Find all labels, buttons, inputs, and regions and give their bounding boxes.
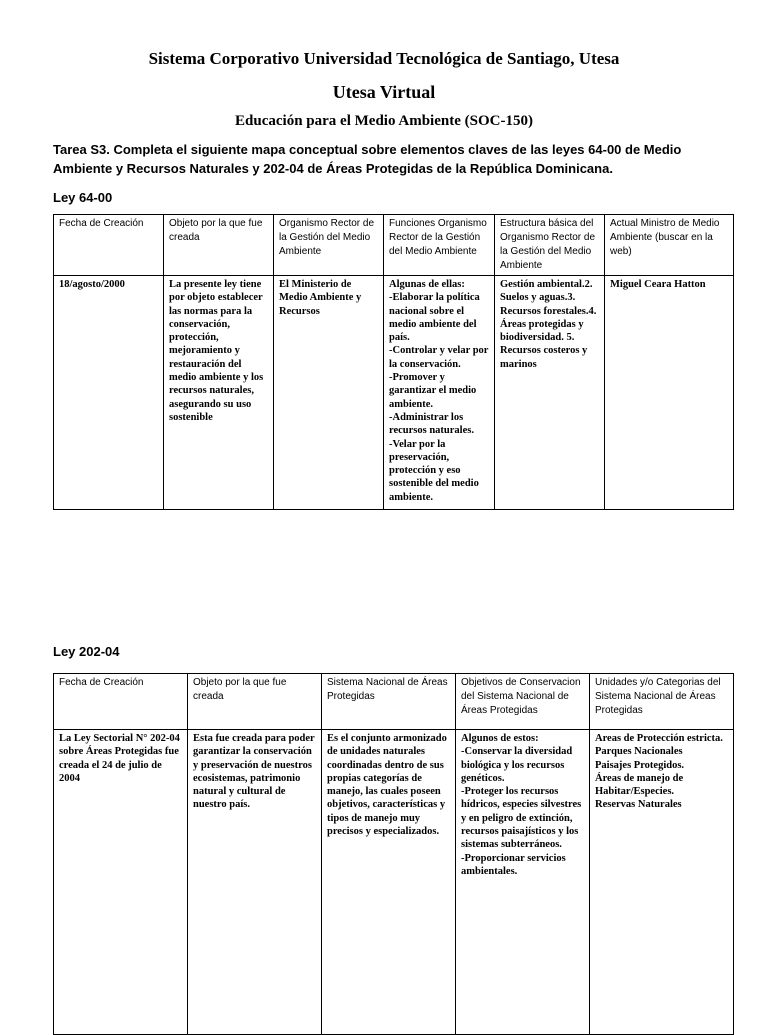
table-cell: Gestión ambiental.2. Suelos y aguas.3. Recursos forestales.4. Áreas protegidas y biodiversidad. 5. Recursos costeros y marinos: [495, 276, 605, 510]
table-cell: La presente ley tiene por objeto establecer las normas para la conservación, protección, mejoramiento y restauración del medio ambiente y los recursos naturales, asegurando su uso sostenible: [164, 276, 274, 510]
table-cell: Es el conjunto armonizado de unidades naturales coordinadas dentro de sus propias categorías de manejo, las cuales poseen objetivos, características y tipos de manejo muy precisos y especializados.: [322, 730, 456, 1035]
table-cell: Algunos de estos: -Conservar la diversidad biológica y los recursos genéticos. -Proteger los recursos hídricos, especies silvestres y en peligro de extinción, recursos paisajísticos y los sistemas subterráneos. -Proporcionar servicios ambientales.: [456, 730, 590, 1035]
header-cell: Actual Ministro de Medio Ambiente (buscar en la web): [605, 215, 734, 276]
table-cell: Esta fue creada para poder garantizar la conservación y preservación de nuestros ecosistemas, patrimonio natural y cultural de nuestro país.: [188, 730, 322, 1035]
header-cell: Sistema Nacional de Áreas Protegidas: [322, 674, 456, 730]
table-cell: Miguel Ceara Hatton: [605, 276, 734, 510]
table-cell: 18/agosto/2000: [54, 276, 164, 510]
table-cell: Algunas de ellas: -Elaborar la política nacional sobre el medio ambiente del país. -Controlar y velar por la conservación. -Promover y garantizar el medio ambiente. -Administrar los recursos naturales. -Velar por la preservación, protección y eso sostenible del medio ambiente.: [384, 276, 495, 510]
table-cell: El Ministerio de Medio Ambiente y Recursos: [274, 276, 384, 510]
law-64-00-label: Ley 64-00: [53, 190, 113, 205]
header-cell: Objeto por la que fue creada: [164, 215, 274, 276]
table-cell: La Ley Sectorial N° 202-04 sobre Áreas Protegidas fue creada el 24 de julio de 2004: [54, 730, 188, 1035]
header-cell: Estructura básica del Organismo Rector de la Gestión del Medio Ambiente: [495, 215, 605, 276]
table-row: [54, 276, 734, 510]
header-cell: Objeto por la que fue creada: [188, 674, 322, 730]
law-202-04-table: [53, 673, 734, 1035]
document-title: Sistema Corporativo Universidad Tecnológica de Santiago, Utesa: [148, 49, 620, 68]
table-header-row: [54, 674, 734, 730]
document-subtitle: Utesa Virtual: [332, 82, 436, 102]
header-cell: Objetivos de Conservacion del Sistema Nacional de Áreas Protegidas: [456, 674, 590, 730]
header-cell: Organismo Rector de la Gestión del Medio Ambiente: [274, 215, 384, 276]
table-header-row: [54, 215, 734, 276]
header-cell: Fecha de Creación: [54, 674, 188, 730]
header-cell: Funciones Organismo Rector de la Gestión del Medio Ambiente: [384, 215, 495, 276]
table-cell: Areas de Protección estricta. Parques Nacionales Paisajes Protegidos. Áreas de manejo de Habitar/Especies. Reservas Naturales: [590, 730, 734, 1035]
task-instructions: Tarea S3. Completa el siguiente mapa conceptual sobre elementos claves de las leyes 64-00 de Medio Ambiente y Recursos Naturales y 202-04 de Áreas Protegidas de la República Dominicana.: [53, 142, 682, 176]
law-202-04-label: Ley 202-04: [53, 644, 120, 659]
table-row: [54, 730, 734, 1035]
header-cell: Fecha de Creación: [54, 215, 164, 276]
header-cell: Unidades y/o Categorias del Sistema Nacional de Áreas Protegidas: [590, 674, 734, 730]
course-title: Educación para el Medio Ambiente (SOC-150): [235, 113, 533, 129]
law-64-00-table: [53, 214, 734, 510]
